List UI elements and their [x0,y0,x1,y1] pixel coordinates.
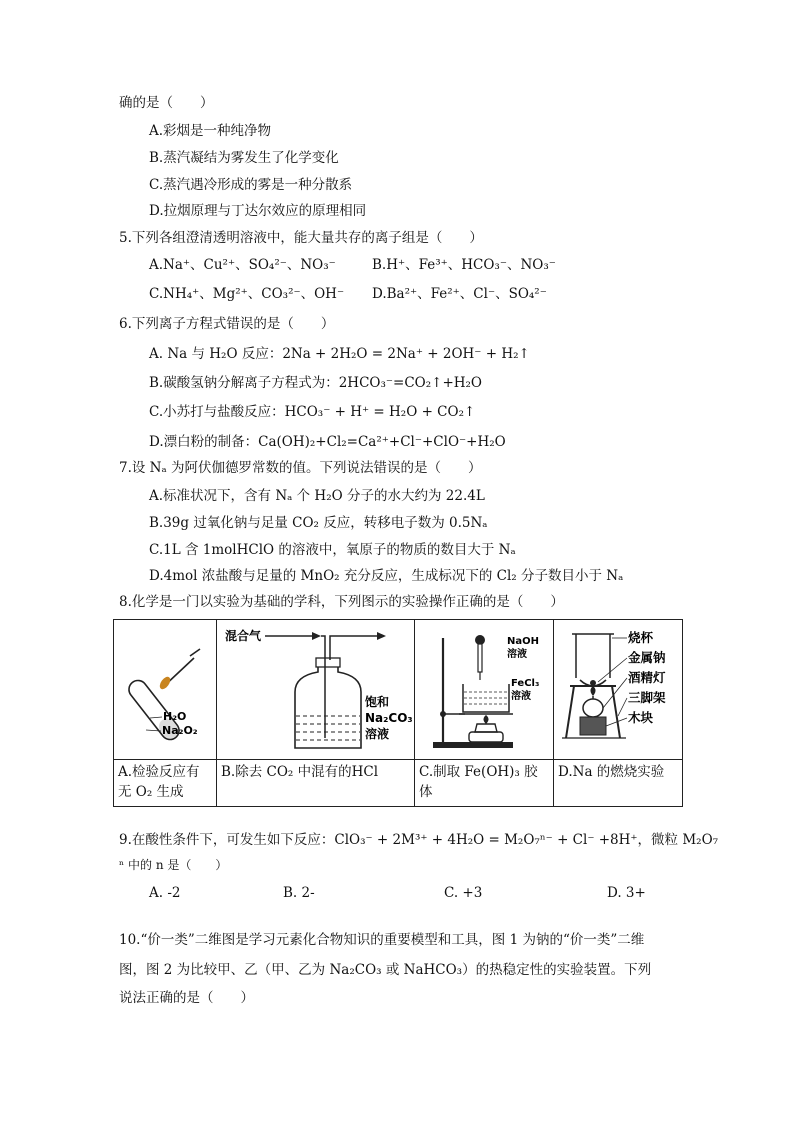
q10-stem-line1: 10.“价一类”二维图是学习元素化合物知识的重要模型和工具，图 1 为钠的“价一类”二维 [119,932,645,948]
q6-option-c: C.小苏打与盐酸反应：HCO₃⁻ + H⁺ = H₂O + CO₂↑ [149,404,476,420]
q7-option-b: B.39g 过氧化钠与足量 CO₂ 反应，转移电子数为 0.5Nₐ [149,515,488,531]
q7-stem: 7.设 Nₐ 为阿伏伽德罗常数的值。下列说法错误的是（ ） [119,460,482,476]
caption-b: B.除去 CO₂ 中混有的HCl [217,760,415,807]
q6-option-b: B.碳酸氢钠分解离子方程式为：2HCO₃⁻=CO₂↑+H₂O [149,375,483,391]
q6-option-a: A. Na 与 H₂O 反应：2Na + 2H₂O = 2Na⁺ + 2OH⁻ + H₂↑ [149,346,530,362]
q5-option-d: D.Ba²⁺、Fe²⁺、Cl⁻、SO₄²⁻ [372,286,547,302]
label-fecl3-solution: 溶液 [511,691,531,702]
label-naoh-solution: 溶液 [507,649,527,660]
label-sodium: 金属钠 [628,650,666,665]
label-wood-block: 木块 [628,710,654,725]
q7-option-a: A.标准状况下，含有 Nₐ 个 H₂O 分子的水大约为 22.4L [149,488,485,504]
q7-option-c: C.1L 含 1molHClO 的溶液中，氧原子的物质的数目大于 Nₐ [149,542,516,558]
q9-option-d: D. 3+ [607,885,646,901]
q5-option-b: B.H⁺、Fe³⁺、HCO₃⁻、NO₃⁻ [372,257,556,273]
label-na2o2: Na₂O₂ [162,724,198,737]
q4-option-c: C.蒸汽遇冷形成的雾是一种分散系 [149,177,353,193]
q5-option-c: C.NH₄⁺、Mg²⁺、CO₃²⁻、OH⁻ [149,286,345,302]
q10-stem-line3: 说法正确的是（ ） [119,990,254,1006]
q4-option-d: D.拉烟原理与丁达尔效应的原理相同 [149,203,367,219]
label-alcohol-lamp: 酒精灯 [628,670,666,685]
q5-stem: 5.下列各组澄清透明溶液中，能大量共存的离子组是（ ） [119,230,483,246]
q4-option-a: A.彩烟是一种纯净物 [149,123,272,139]
q9-option-a: A. -2 [149,885,181,901]
q4-option-b: B.蒸汽凝结为雾发生了化学变化 [149,150,339,166]
q9-stem-line2: ⁿ 中的 n 是（ ） [119,858,228,872]
label-tripod: 三脚架 [628,690,666,705]
figure-c-colloid-setup [415,620,554,760]
q6-option-d: D.漂白粉的制备：Ca(OH)₂+Cl₂=Ca²⁺+Cl⁻+ClO⁻+H₂O [149,434,506,450]
q6-stem: 6.下列离子方程式错误的是（ ） [119,316,335,332]
label-beaker: 烧杯 [628,630,654,645]
label-solution: 溶液 [365,727,390,741]
caption-d: D.Na 的燃烧实验 [554,760,683,807]
figure-d-sodium-combustion [554,620,683,760]
label-h2o: H₂O [163,710,187,723]
label-fecl3: FeCl₃ [511,678,540,689]
figure-b-gas-washing-bottle [217,620,415,760]
q9-option-c: C. +3 [444,885,483,901]
experiment-table [113,619,683,807]
q9-option-b: B. 2- [283,885,315,901]
q5-option-a: A.Na⁺、Cu²⁺、SO₄²⁻、NO₃⁻ [149,257,336,273]
caption-c: C.制取 Fe(OH)₃ 胶体 [415,760,554,807]
q8-stem: 8.化学是一门以实验为基础的学科，下列图示的实验操作正确的是（ ） [119,594,564,610]
label-saturated: 饱和 [365,695,390,709]
q9-stem-line1: 9.在酸性条件下，可发生如下反应：ClO₃⁻ + 2M³⁺ + 4H₂O = M₂O₇ⁿ⁻ + Cl⁻ +8H⁺，微粒 M₂O₇ [119,832,719,848]
label-naoh: NaOH [507,636,539,647]
caption-a: A.检验反应有无 O₂ 生成 [114,760,217,807]
figure-a-test-tube [114,620,217,760]
q7-option-d: D.4mol 浓盐酸与足量的 MnO₂ 充分反应，生成标况下的 Cl₂ 分子数目小于 Nₐ [149,568,624,584]
label-na2co3: Na₂CO₃ [365,711,413,725]
q4-stem-tail: 确的是（ ） [119,95,214,111]
label-mixed-gas: 混合气 [225,629,262,643]
q10-stem-line2: 图，图 2 为比较甲、乙（甲、乙为 Na₂CO₃ 或 NaHCO₃）的热稳定性的实验装置。下列 [119,962,652,978]
